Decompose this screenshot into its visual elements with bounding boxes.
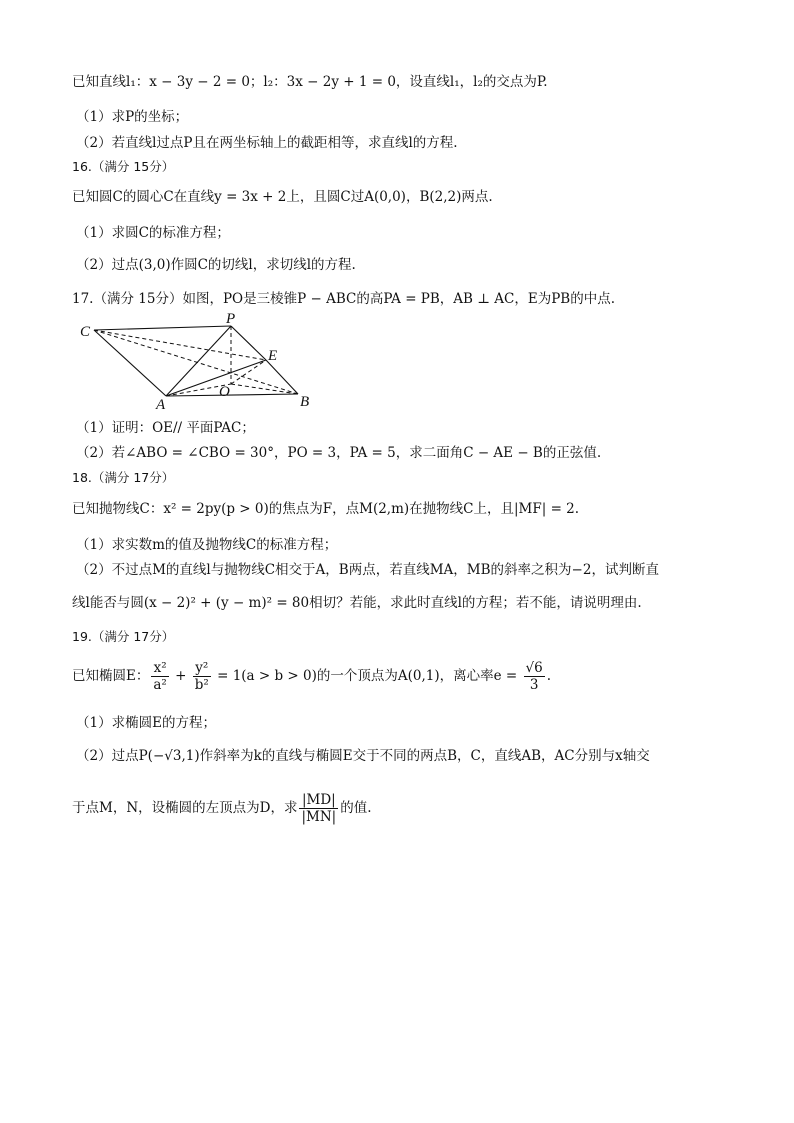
problem-18-question-1: （1）求实数m的值及抛物线C的标准方程； <box>76 537 338 553</box>
problem-15-question-1: （1）求P的坐标； <box>76 109 189 125</box>
problem-18-statement: 已知抛物线C：x² = 2py(p > 0)的焦点为F，点M(2,m)在抛物线C上，且|MF| = 2. <box>72 501 580 517</box>
problem-17-question-2: （2）若∠ABO = ∠CBO = 30°，PO = 3，PA = 5，求二面角C − AE − B的正弦值. <box>76 445 602 461</box>
problem-16-heading: 16.（满分 15分） <box>72 159 175 174</box>
p19-q2b-pre: 于点M，N，设椭圆的左顶点为D，求 <box>72 800 298 816</box>
problem-17-question-1: （1）证明：OE// 平面PAC； <box>76 420 255 436</box>
segment-AE <box>166 360 266 396</box>
p19-stmt-pre: 已知椭圆E： <box>72 668 150 684</box>
problem-18-question-2a: （2）不过点M的直线l与抛物线C相交于A，B两点，若直线MA，MB的斜率之积为−2，试判断直 <box>76 562 659 578</box>
segment-OE <box>231 360 266 384</box>
fraction-x2-a2: $\frac{\text{x²}}{\text{a²}}$ <box>153 660 167 693</box>
problem-16-statement: 已知圆C的圆心C在直线y = 3x + 2上，且圆C过A(0,0)，B(2,2)两点. <box>72 189 493 205</box>
label-O: O <box>219 384 230 400</box>
fraction-eccentricity: $\frac{√6}{3}$ <box>525 660 543 693</box>
problem-15-question-2: （2）若直线l过点P且在两坐标轴上的截距相等，求直线l的方程. <box>76 135 458 151</box>
p19-stmt-mid: = 1(a > b > 0)的一个顶点为A(0,1)，离心率e = <box>212 668 522 684</box>
label-E: E <box>268 348 278 364</box>
p19-stmt-end: . <box>546 668 552 684</box>
problem-16-question-1: （1）求圆C的标准方程； <box>76 225 230 241</box>
problem-17-heading: 17.（满分 15分）如图，PO是三棱锥P − ABC的高PA = PB，AB ⊥ AC，E为PB的中点. <box>72 291 615 307</box>
fraction-MD-MN: $\frac{|MD|}{|MN|}$ <box>301 792 337 825</box>
problem-15-statement: 已知直线l₁：x − 3y − 2 = 0；l₂：3x − 2y + 1 = 0，设直线l₁，l₂的交点为P. <box>72 74 548 90</box>
problem-18-question-2b: 线l能否与圆(x − 2)² + (y − m)² = 80相切？若能，求此时直线l的方程；若不能，请说明理由. <box>72 595 642 611</box>
problem-19-statement <box>72 660 551 693</box>
p19-q2b-end: 的值. <box>340 800 372 816</box>
fraction-y2-b2: $\frac{\text{y²}}{\text{b²}}$ <box>194 660 209 693</box>
label-B: B <box>300 394 310 410</box>
edge-PE <box>231 326 266 360</box>
problem-19-question-1: （1）求椭圆E的方程； <box>76 715 216 731</box>
problem-19-question-2b <box>72 792 372 825</box>
problem-19-heading: 19.（满分 17分） <box>72 629 175 644</box>
problem-18-heading: 18.（满分 17分） <box>72 470 175 485</box>
edge-CP <box>94 326 231 330</box>
problem-19-question-2a: （2）过点P(−√3,1)作斜率为k的直线与椭圆E交于不同的两点B，C，直线AB，AC分别与x轴交 <box>76 748 650 764</box>
p19-stmt-plus: + <box>170 668 191 684</box>
label-C: C <box>80 324 91 340</box>
segment-OB <box>231 384 298 394</box>
problem-16-question-2: （2）过点(3,0)作圆C的切线l，求切线l的方程. <box>76 257 356 273</box>
pyramid-figure <box>76 308 326 410</box>
label-P: P <box>226 311 236 327</box>
label-A: A <box>156 397 166 410</box>
edge-AB <box>166 394 298 396</box>
edge-CA <box>94 330 166 396</box>
